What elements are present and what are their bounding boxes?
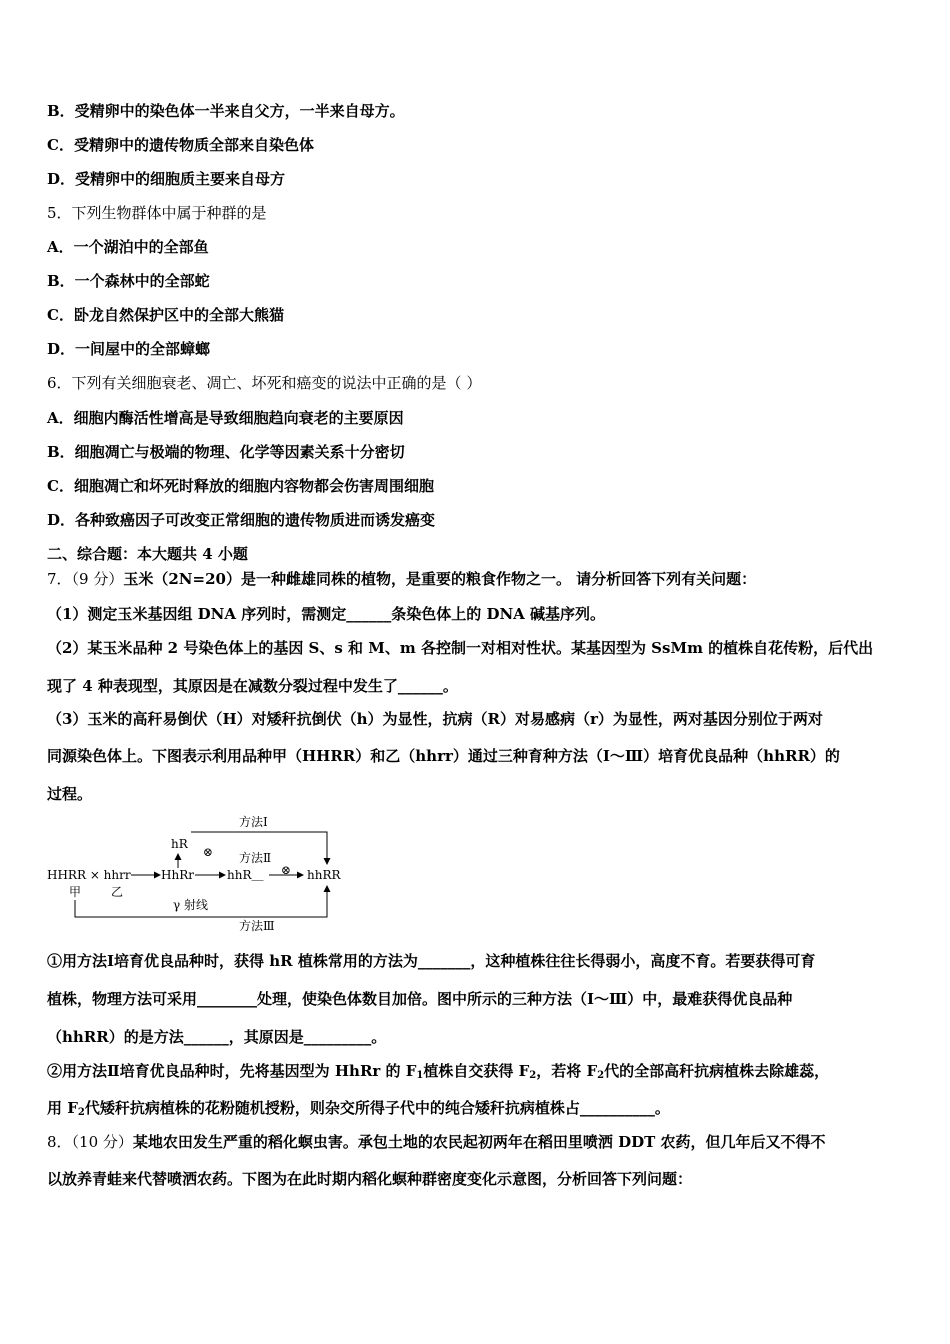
q8-line2: 以放养青蛙来代替喷洒农药。下图为在此时期内稻化螟种群密度变化示意图，分析回答下列问题： — [47, 1170, 693, 1188]
q7-part3-line2: 同源染色体上。下图表示利用品种甲（HHRR）和乙（hhrr）通过三种育种方法（Ⅰ～Ⅲ）培育优良品种（hhRR）的 — [47, 747, 840, 765]
q7-sub1-line3: （hhRR）的是方法______，其原因是_________。 — [47, 1028, 387, 1046]
q4-option-c: C．受精卵中的遗传物质全部来自染色体 — [47, 136, 314, 154]
section-heading: 二、综合题：本大题共 4 小题 — [47, 545, 248, 563]
subscript-2b: 2 — [597, 1070, 605, 1081]
q8-text-1: 某地农田发生严重的稻化螟虫害。承包土地的农民起初两年在稻田里喷洒 DDT 农药，但几年后又不得不 — [132, 1133, 826, 1151]
parents-cross: HHRR × hhrr — [47, 868, 131, 882]
q5-option-b: B．一个森林中的全部蛇 — [47, 272, 210, 290]
q7-sub2-text-a: ②用方法Ⅱ培育优良品种时，先将基因型为 HhRr 的 F — [47, 1062, 417, 1080]
hhr-genotype: hhR＿ — [227, 868, 264, 882]
hr-label: hR — [171, 837, 188, 851]
target-genotype: hhRR — [307, 868, 341, 882]
q7-sub2-text-c: ，若将 F — [536, 1062, 598, 1080]
q4-option-d: D．受精卵中的细胞质主要来自母方 — [47, 170, 286, 188]
q7-stem-line — [47, 568, 756, 590]
q7-part2-line2: 现了 4 种表现型，其原因是在减数分裂过程中发生了______。 — [47, 677, 458, 695]
q7-sub2-text-e: 用 F — [47, 1099, 78, 1117]
q6-option-c: C．细胞凋亡和坏死时释放的细胞内容物都会伤害周围细胞 — [47, 477, 434, 495]
q7-sub2-text-d: 代的全部高秆抗病植株去除雄蕊， — [604, 1062, 830, 1080]
q4-option-b: B．受精卵中的染色体一半来自父方，一半来自母方。 — [47, 102, 405, 120]
q5-option-c: C．卧龙自然保护区中的全部大熊猫 — [47, 306, 284, 324]
q7-sub1-line2: 植株，物理方法可采用________处理，使染色体数目加倍。图中所示的三种方法（Ⅰ～Ⅲ）中，最难获得优良品种 — [47, 990, 793, 1008]
q6-option-d: D．各种致癌因子可改变正常细胞的遗传物质进而诱发癌变 — [47, 511, 436, 529]
f1-genotype: HhRr — [161, 868, 194, 882]
gamma-label: γ 射线 — [173, 898, 208, 912]
q6-option-b: B．细胞凋亡与极端的物理、化学等因素关系十分密切 — [47, 443, 405, 461]
subscript-2c: 2 — [77, 1107, 85, 1118]
parent-yi: 乙 — [111, 885, 124, 899]
q7-sub2-text-b: 植株自交获得 F — [423, 1062, 530, 1080]
q7-part2-line1: （2）某玉米品种 2 号染色体上的基因 S、s 和 M、m 各控制一对相对性状。某基因型为 SsMm 的植株自花传粉，后代出 — [47, 639, 874, 657]
parent-jia: 甲 — [69, 885, 82, 899]
q7-part1: （1）测定玉米基因组 DNA 序列时，需测定______条染色体上的 DNA 碱基序列。 — [47, 605, 606, 623]
q7-sub2-line1 — [47, 1060, 829, 1087]
selfing-symbol-1: ⊗ — [203, 845, 214, 859]
method3-label: 方法Ⅲ — [239, 919, 275, 933]
q5-stem: 5．下列生物群体中属于种群的是 — [47, 204, 267, 222]
method1-label: 方法Ⅰ — [239, 815, 268, 829]
selfing-symbol-2: ⊗ — [281, 863, 292, 877]
q7-sub1-line1: ①用方法Ⅰ培育优良品种时，获得 hR 植株常用的方法为_______，这种植株往往长得弱小，高度不育。若要获得可育 — [47, 952, 816, 970]
q7-number: 7．（9 分） — [47, 570, 124, 588]
q7-stem: 玉米（2N=20）是一种雌雄同株的植物，是重要的粮食作物之一。 请分析回答下列有关问题： — [123, 570, 757, 588]
q6-stem: 6．下列有关细胞衰老、凋亡、坏死和癌变的说法中正确的是（ ） — [47, 374, 482, 392]
breeding-diagram — [47, 812, 357, 934]
q5-option-d: D．一间屋中的全部蟑螂 — [47, 340, 211, 358]
q7-part3-line3: 过程。 — [47, 785, 93, 803]
q5-option-a: A．一个湖泊中的全部鱼 — [47, 238, 209, 256]
subscript-2: 2 — [529, 1070, 537, 1081]
subscript-1: 1 — [416, 1070, 424, 1081]
q8-number: 8．（10 分） — [47, 1133, 133, 1151]
q8-line1 — [47, 1131, 826, 1153]
method2-label: 方法Ⅱ — [239, 851, 272, 865]
q7-sub2-line2 — [47, 1097, 670, 1124]
q6-option-a: A．细胞内酶活性增高是导致细胞趋向衰老的主要原因 — [47, 409, 404, 427]
q7-sub2-text-f: 代矮秆抗病植株的花粉随机授粉，则杂交所得子代中的纯合矮秆抗病植株占__________。 — [84, 1099, 670, 1117]
q7-part3-line1: （3）玉米的高秆易倒伏（H）对矮秆抗倒伏（h）为显性，抗病（R）对易感病（r）为显性，两对基因分别位于两对 — [47, 710, 823, 728]
